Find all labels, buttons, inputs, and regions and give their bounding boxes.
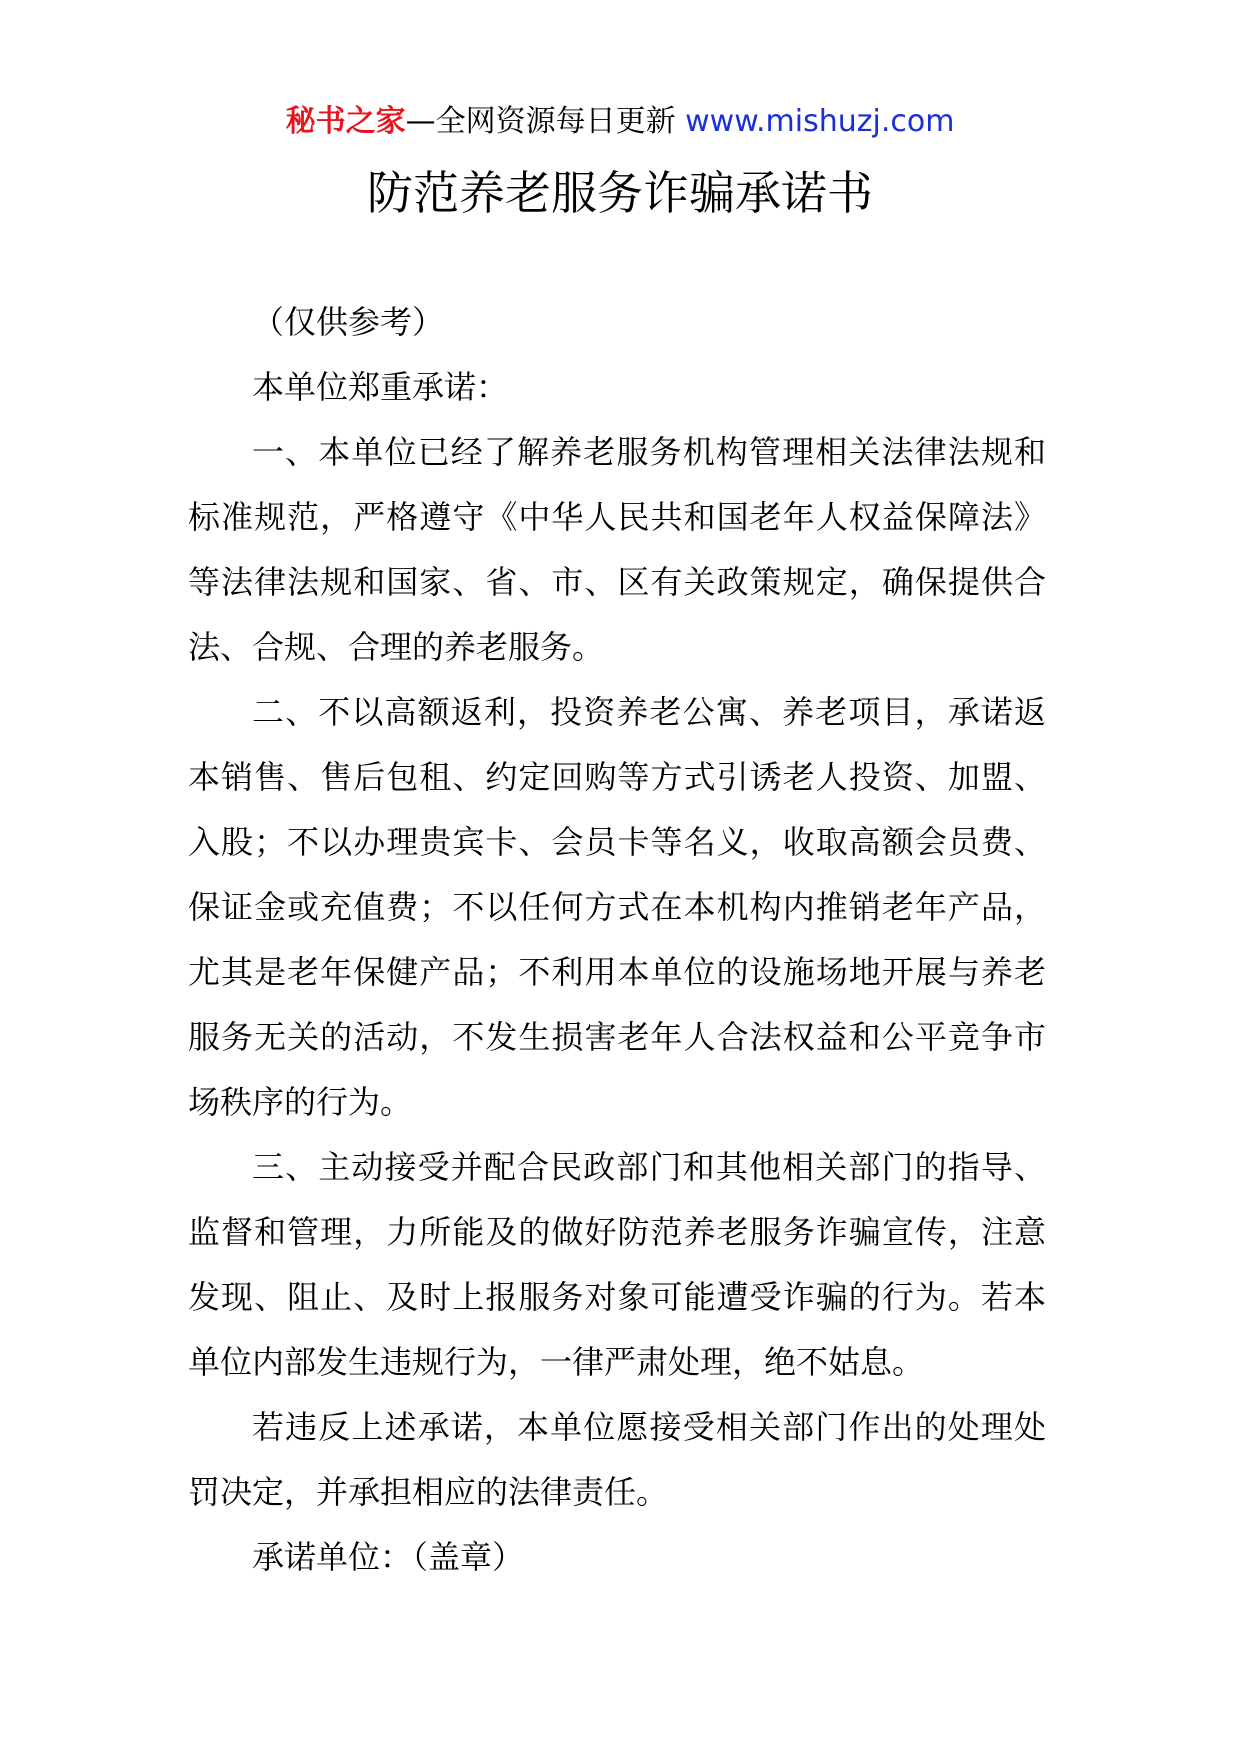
document-body — [188, 290, 1046, 1590]
commitment-paragraph-1: 一、本单位已经了解养老服务机构管理相关法律法规和标准规范，严格遵守《中华人民共和国老年人权益保障法》等法律法规和国家、省、市、区有关政策规定，确保提供合法、合规、合理的养老服务。 — [188, 433, 1046, 666]
site-tagline: —全网资源每日更新 — [405, 104, 686, 139]
document-title: 防范养老服务诈骗承诺书 — [367, 166, 873, 220]
site-brand: 秘书之家 — [285, 104, 406, 139]
site-header — [0, 100, 1240, 144]
reference-note: （仅供参考） — [252, 303, 445, 341]
signature-line: 承诺单位：（盖章） — [252, 1538, 525, 1576]
violation-clause: 若违反上述承诺，本单位愿接受相关部门作出的处理处罚决定，并承担相应的法律责任。 — [188, 1408, 1046, 1511]
intro-statement: 本单位郑重承诺： — [252, 368, 509, 406]
site-url-link[interactable]: www.mishuzj.com — [685, 104, 955, 139]
commitment-paragraph-2: 二、不以高额返利，投资养老公寓、养老项目，承诺返本销售、售后包租、约定回购等方式引诱老人投资、加盟、入股；不以办理贵宾卡、会员卡等名义，收取高额会员费、保证金或充值费；不以任何方式在本机构内推销老年产品，尤其是老年保健产品；不利用本单位的设施场地开展与养老服务无关的活动，不发生损害老年人合法权益和公平竞争市场秩序的行为。 — [188, 693, 1046, 1121]
commitment-paragraph-3: 三、主动接受并配合民政部门和其他相关部门的指导、监督和管理，力所能及的做好防范养老服务诈骗宣传，注意发现、阻止、及时上报服务对象可能遭受诈骗的行为。若本单位内部发生违规行为，一律严肃处理，绝不姑息。 — [188, 1148, 1046, 1381]
